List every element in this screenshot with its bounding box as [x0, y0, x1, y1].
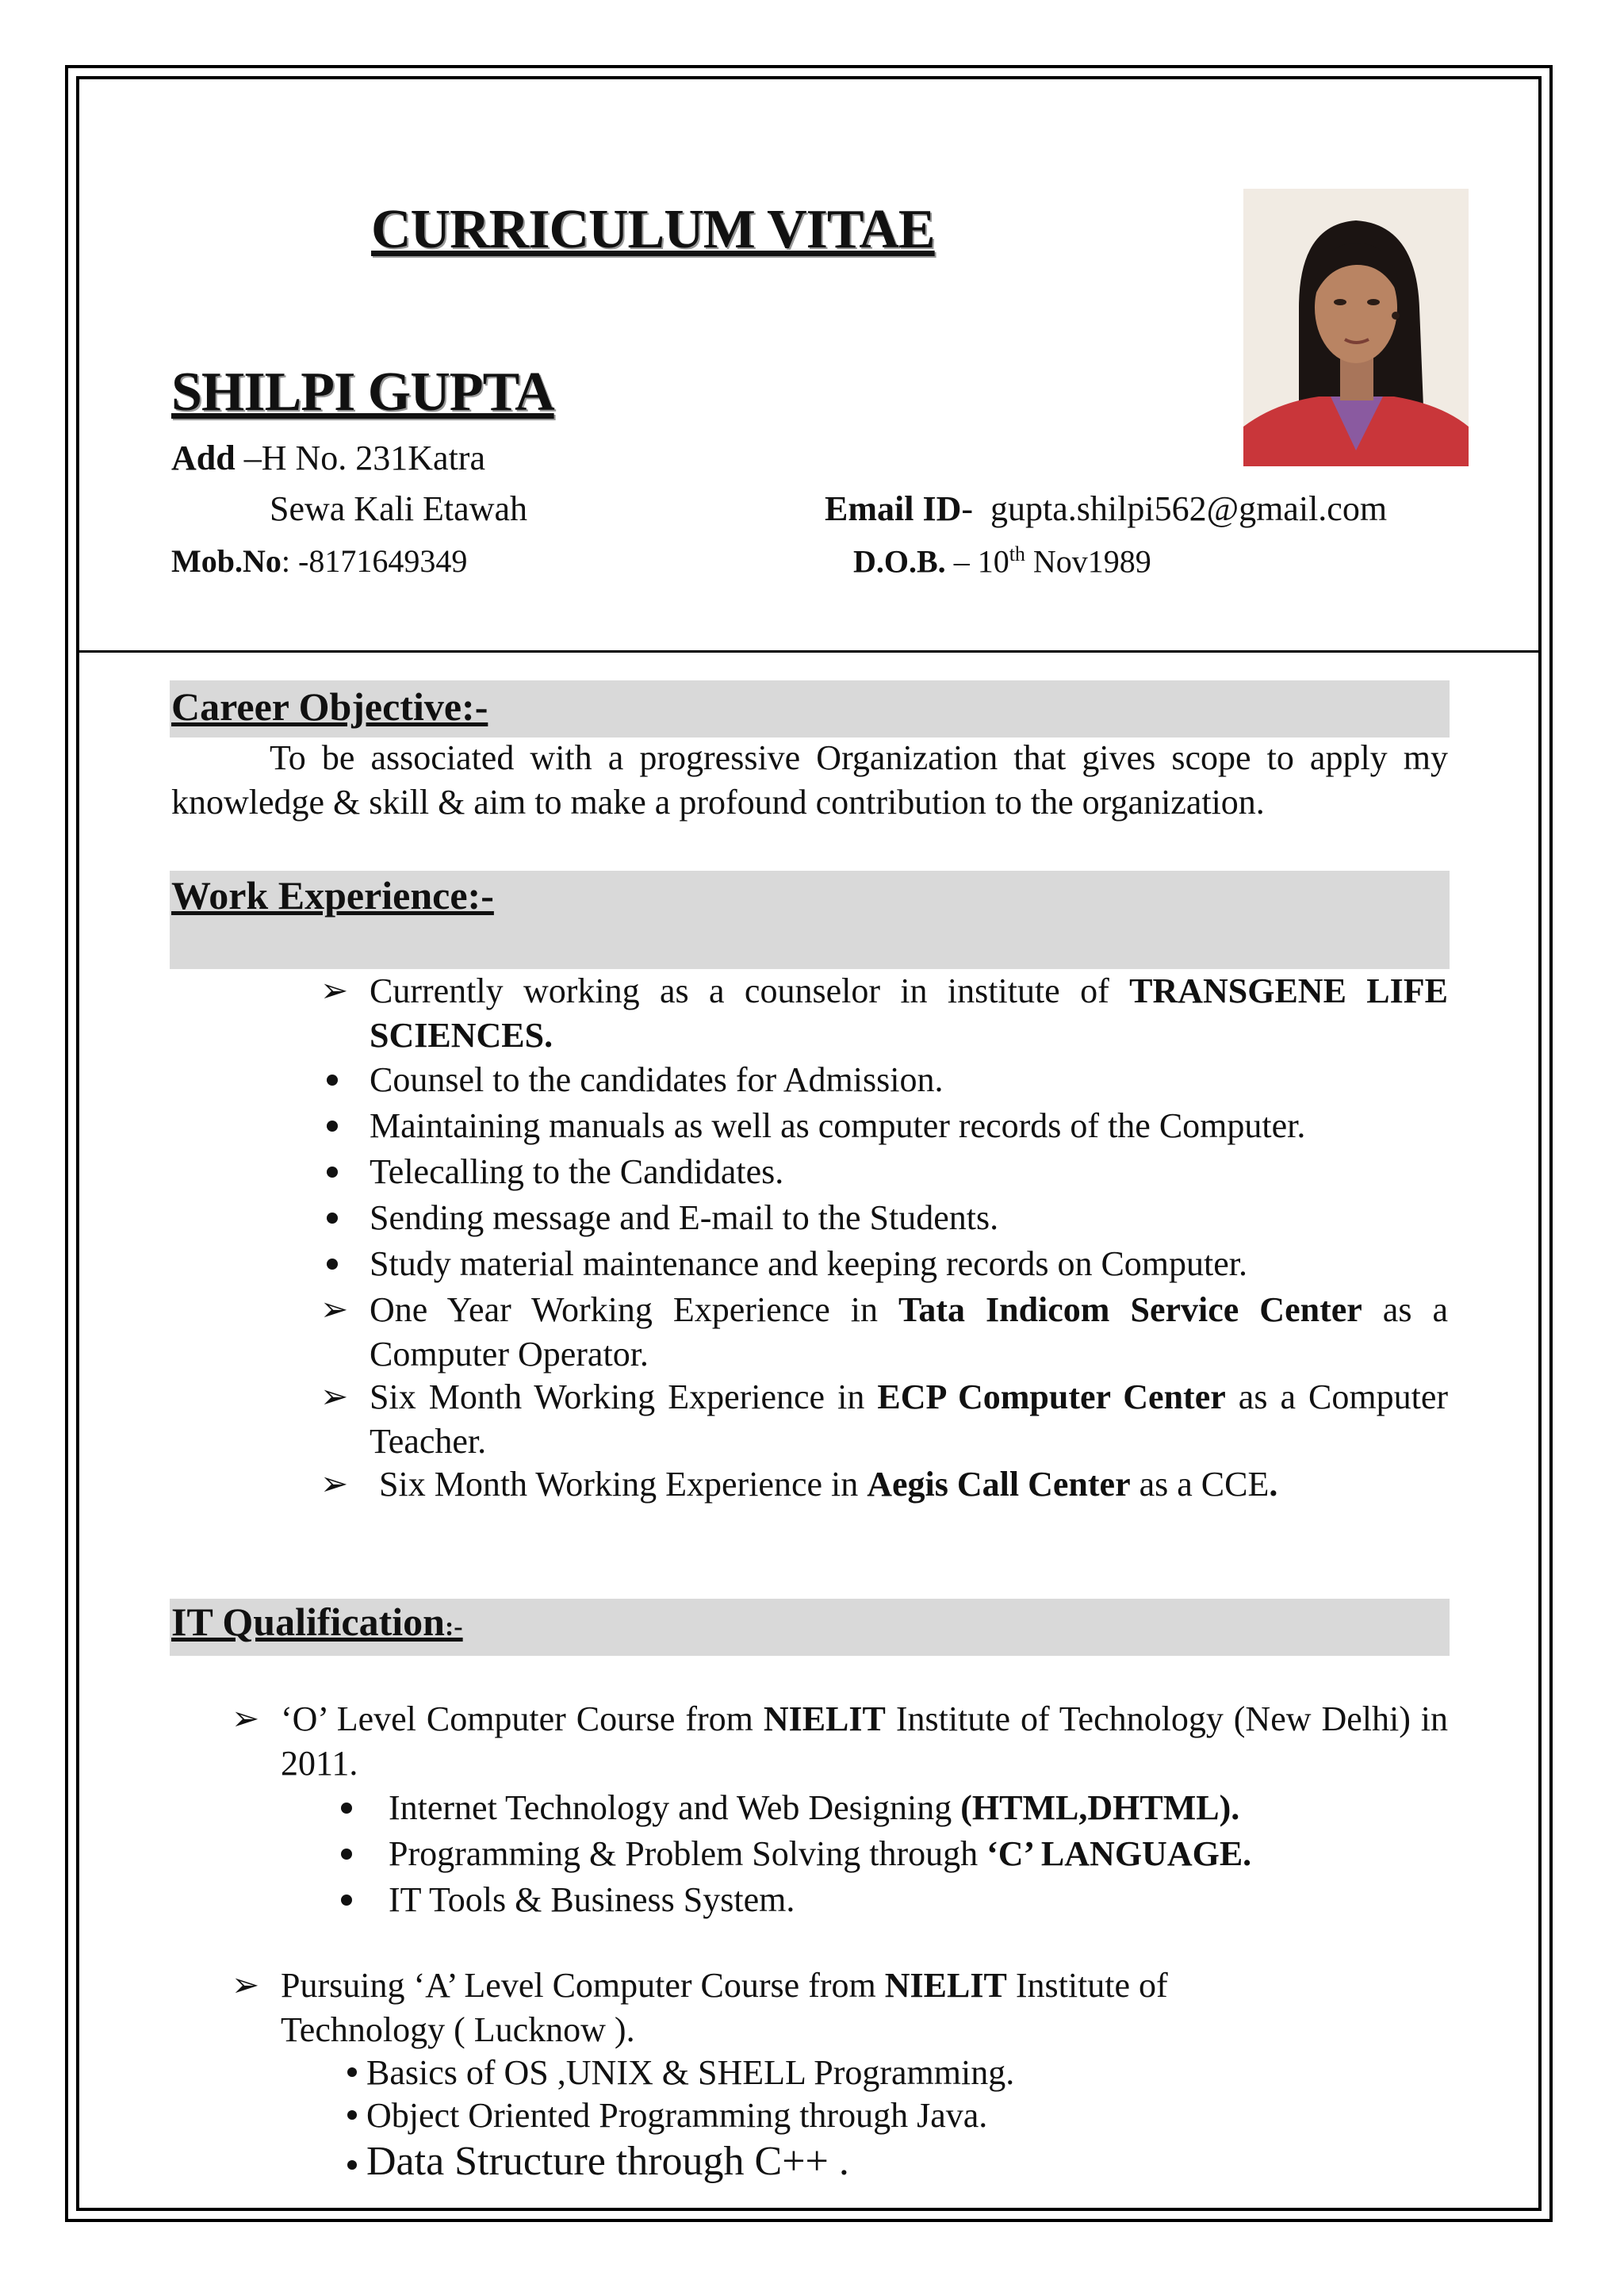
- arrow-bullet-icon: ➢: [320, 973, 349, 1010]
- work-bullet-2: Maintaining manuals as well as computer records of the Computer.: [370, 1106, 1306, 1145]
- arrow-bullet-icon: ➢: [232, 1701, 260, 1738]
- address-line-1: Add –H No. 231Katra: [171, 439, 485, 477]
- work-item-transgene: Currently working as a counselor in institute of TRANSGENE LIFE SCIENCES.: [370, 971, 1448, 1055]
- dot-bullet-icon: [341, 1803, 352, 1814]
- dot-bullet-icon: [327, 1259, 338, 1270]
- dot-bullet-icon: [347, 2110, 357, 2120]
- work-bullet-3: Telecalling to the Candidates.: [370, 1152, 784, 1191]
- header-divider: [79, 650, 1540, 653]
- arrow-bullet-icon: ➢: [320, 1292, 349, 1328]
- dot-bullet-icon: [327, 1167, 338, 1178]
- it-a-level: Pursuing ‘A’ Level Computer Course from NIELIT Institute of Technology ( Lucknow ).: [281, 1966, 1168, 2049]
- it-o-bullet-1: Internet Technology and Web Designing (HTML,DHTML).: [389, 1788, 1240, 1827]
- candidate-name: SHILPI GUPTA: [171, 362, 554, 423]
- dot-bullet-icon: [347, 2160, 357, 2170]
- work-heading: Work Experience:-: [171, 873, 494, 918]
- work-bullet-1: Counsel to the candidates for Admission.: [370, 1060, 944, 1099]
- address-line-2: Sewa Kali Etawah: [270, 489, 527, 528]
- it-a-bullet-2: Object Oriented Programming through Java.: [366, 2096, 988, 2135]
- career-heading: Career Objective:-: [171, 684, 488, 729]
- work-item-aegis: Six Month Working Experience in Aegis Call Center as a CCE.: [379, 1465, 1278, 1504]
- work-bullet-5: Study material maintenance and keeping records on Computer.: [370, 1244, 1248, 1283]
- it-a-bullet-1: Basics of OS ,UNIX & SHELL Programming.: [366, 2053, 1015, 2092]
- dot-bullet-icon: [341, 1895, 352, 1906]
- document-title: CURRICULUM VITAE: [371, 199, 935, 260]
- work-bullet-4: Sending message and E-mail to the Students.: [370, 1198, 999, 1237]
- work-item-ecp: Six Month Working Experience in ECP Computer Center as a Computer Teacher.: [370, 1377, 1449, 1461]
- email-line: Email ID- gupta.shilpi562@gmail.com: [825, 489, 1388, 528]
- arrow-bullet-icon: ➢: [320, 1466, 349, 1503]
- dot-bullet-icon: [347, 2067, 357, 2077]
- dob-line: D.O.B. – 10th Nov1989: [853, 542, 1151, 580]
- dot-bullet-icon: [327, 1121, 338, 1132]
- arrow-bullet-icon: ➢: [320, 1379, 349, 1416]
- it-heading: IT Qualification:-: [171, 1600, 463, 1644]
- career-objective-text: To be associated with a progressive Organization that gives scope to apply my knowledge & skill & aim to make a profound contribution to the organization.: [171, 738, 1448, 822]
- work-item-tata: One Year Working Experience in Tata Indicom Service Center as a Computer Operator.: [370, 1290, 1449, 1374]
- it-a-bullet-3: Data Structure through C++ .: [366, 2139, 849, 2184]
- it-o-bullet-2: Programming & Problem Solving through ‘C’ LANGUAGE.: [389, 1834, 1252, 1873]
- dot-bullet-icon: [327, 1213, 338, 1224]
- profile-photo: [1243, 189, 1469, 466]
- dot-bullet-icon: [327, 1075, 338, 1086]
- it-o-bullet-3: IT Tools & Business System.: [389, 1880, 795, 1919]
- mobile-line: Mob.No: -8171649349: [171, 543, 468, 579]
- it-o-level: ‘O’ Level Computer Course from NIELIT Institute of Technology (New Delhi) in 2011.: [281, 1699, 1449, 1783]
- dot-bullet-icon: [341, 1849, 352, 1860]
- arrow-bullet-icon: ➢: [232, 1967, 260, 2004]
